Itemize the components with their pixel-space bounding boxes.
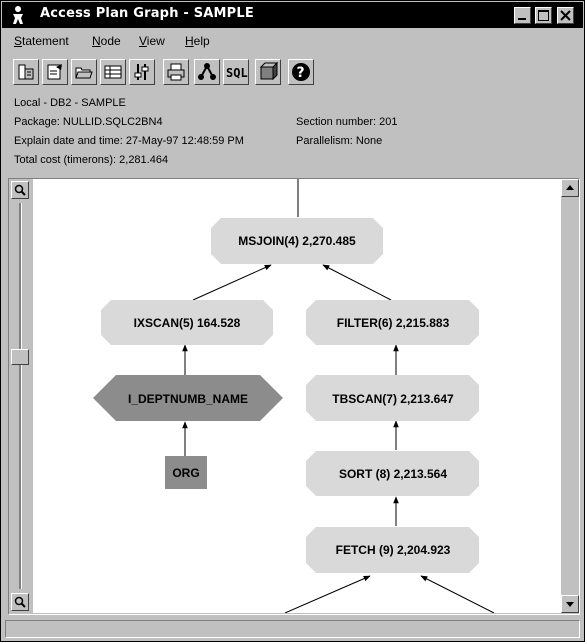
- zoom-slider[interactable]: [9, 179, 31, 613]
- title-bar[interactable]: [2, 2, 583, 28]
- node-ixscan-label: IXSCAN(5) 164.528: [133, 316, 241, 330]
- node-filter[interactable]: [306, 300, 479, 345]
- print-icon: [166, 62, 186, 82]
- zoom-thumb[interactable]: [11, 349, 29, 365]
- zoom-in-icon: [12, 182, 28, 198]
- status-bar: [5, 620, 580, 638]
- app-icon[interactable]: [9, 5, 27, 25]
- folder-open-button[interactable]: [71, 59, 97, 85]
- folder-open-icon: [74, 62, 94, 82]
- menu-statement[interactable]: [14, 34, 69, 48]
- open-icon: [16, 62, 36, 82]
- menu-help-mnemonic: H: [185, 34, 194, 48]
- zoom-track-line: [19, 203, 22, 589]
- node-msjoin-label: MSJOIN(4) 2,270.485: [238, 234, 356, 248]
- connection-info: Local - DB2 - SAMPLE: [14, 97, 126, 109]
- menu-statement-label: tatement: [22, 34, 69, 48]
- details-button[interactable]: [100, 59, 126, 85]
- details-icon: [103, 62, 123, 82]
- close-button[interactable]: [557, 7, 574, 24]
- menu-bar: [3, 31, 582, 53]
- graph-svg: [33, 179, 561, 613]
- node-index-label: I_DEPTNUMB_NAME: [127, 392, 249, 406]
- menu-view[interactable]: [139, 34, 165, 48]
- help-button[interactable]: [288, 59, 314, 85]
- node-fetch-label: FETCH (9) 2,204.923: [335, 543, 451, 557]
- node-tbscan-label: TBSCAN(7) 2,213.647: [332, 392, 454, 406]
- menu-node-label: ode: [100, 34, 121, 48]
- edge-child-fetch-left: [285, 576, 370, 613]
- edge-ixscan-msjoin: [193, 265, 271, 300]
- maximize-button[interactable]: [535, 7, 552, 24]
- menu-view-mnemonic: V: [139, 34, 147, 48]
- vertical-scrollbar[interactable]: [561, 179, 579, 613]
- section-number: Section number: 201: [296, 116, 398, 128]
- svg-text:?: ?: [296, 65, 305, 81]
- arrow-up-icon: [562, 180, 578, 196]
- help-icon: [291, 62, 311, 82]
- access-plan-graph[interactable]: [33, 179, 561, 613]
- node-table-label: ORG: [172, 466, 200, 480]
- menu-statement-mnemonic: S: [14, 34, 23, 48]
- tree-button[interactable]: [194, 59, 220, 85]
- zoom-out-button[interactable]: [11, 593, 29, 611]
- node-table[interactable]: [165, 456, 207, 489]
- open-button[interactable]: [13, 59, 39, 85]
- zoom-out-icon: [12, 594, 28, 610]
- parallelism-info: Parallelism: None: [296, 135, 383, 147]
- scroll-down-button[interactable]: [561, 595, 579, 613]
- sql-button[interactable]: [223, 59, 249, 85]
- filter-sliders-button[interactable]: [129, 59, 155, 85]
- settings-icon: [45, 62, 65, 82]
- print-button[interactable]: [163, 59, 189, 85]
- node-index[interactable]: [93, 375, 283, 421]
- total-cost: Total cost (timerons): 2,281.464: [14, 154, 169, 166]
- node-tbscan[interactable]: [306, 375, 479, 421]
- menu-help[interactable]: [185, 34, 210, 48]
- package-info: Package: NULLID.SQLC2BN4: [14, 116, 163, 128]
- window-title: Access Plan Graph - SAMPLE: [40, 6, 254, 21]
- sql-icon-label: SQL: [226, 66, 248, 80]
- node-filter-label: FILTER(6) 2,215.883: [336, 316, 450, 330]
- menu-node[interactable]: [92, 34, 121, 48]
- zoom-in-button[interactable]: [11, 181, 29, 199]
- node-sort-label: SORT (8) 2,213.564: [338, 467, 448, 481]
- minimize-button[interactable]: [514, 7, 531, 24]
- maximize-icon: [536, 8, 551, 23]
- close-icon: [558, 8, 573, 23]
- edge-filter-msjoin: [323, 265, 391, 300]
- menu-view-label: iew: [146, 34, 165, 48]
- minimize-icon: [515, 8, 530, 23]
- node-ixscan[interactable]: [101, 300, 273, 345]
- menu-node-mnemonic: N: [92, 34, 101, 48]
- statistics-icon: [258, 62, 278, 82]
- scroll-up-button[interactable]: [561, 179, 579, 197]
- node-fetch[interactable]: [306, 527, 479, 573]
- toolbar: [13, 59, 333, 87]
- sql-icon: [226, 62, 248, 82]
- filter-sliders-icon: [132, 62, 152, 82]
- edge-child-fetch-right: [421, 576, 494, 613]
- tree-icon: [197, 62, 217, 82]
- menu-help-label: elp: [193, 34, 210, 48]
- statistics-button[interactable]: [255, 59, 281, 85]
- node-sort[interactable]: [306, 451, 479, 496]
- settings-button[interactable]: [42, 59, 68, 85]
- arrow-down-icon: [562, 596, 578, 612]
- node-msjoin[interactable]: [211, 218, 383, 264]
- explain-date: Explain date and time: 27-May-97 12:48:59 PM: [14, 135, 244, 147]
